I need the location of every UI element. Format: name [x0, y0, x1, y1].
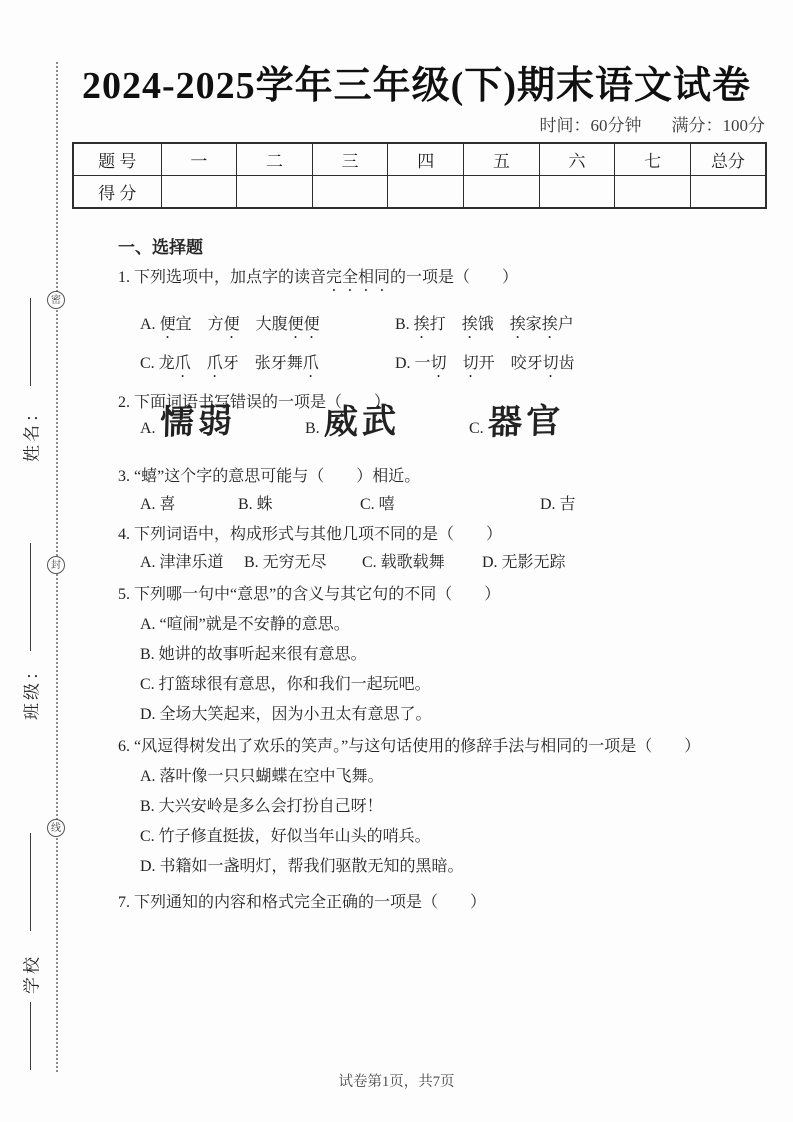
seal-char-feng: 封 [47, 556, 65, 574]
question-stem: 1. 下列选项中，加点字的读音完全相同的一项是（ ） [118, 269, 519, 286]
score-cell-empty [464, 176, 540, 209]
handwritten-word: 威武 [323, 402, 401, 443]
class-label: 班级： [22, 660, 42, 720]
school-blank-line [30, 833, 31, 931]
school-label: 学校 [22, 954, 42, 994]
handwritten-word: 器官 [487, 402, 565, 443]
question-2 [118, 393, 768, 461]
name-label: 姓名： [22, 402, 42, 462]
question-7 [118, 893, 768, 913]
row-header-question-no: 题 号 [73, 143, 161, 176]
score-cell-empty [539, 176, 615, 209]
option-d: D. 一切 切开 咬牙切齿 [395, 355, 575, 372]
class-blank-line [30, 543, 31, 651]
question-options [118, 767, 768, 877]
score-cell-empty [388, 176, 464, 209]
table-row-question-numbers [73, 143, 766, 176]
score-cell-empty [615, 176, 691, 209]
option-c: C. 嘻 [360, 496, 395, 513]
question-stem: 6. “风逗得树发出了欢乐的笑声。”与这句话使用的修辞手法与相同的一项是（ ） [118, 738, 701, 755]
question-1 [118, 268, 768, 381]
score-table [72, 142, 767, 209]
school-blank-line-2 [30, 1002, 31, 1070]
col-header: 二 [237, 143, 313, 176]
score-cell-empty [312, 176, 388, 209]
option-c: C. 龙爪 爪牙 张牙舞爪 [140, 355, 319, 372]
question-stem: 5. 下列哪一句中“意思”的含义与其它句的不同（ ） [118, 586, 501, 603]
option-d: D. 全场大笑起来，因为小丑太有意思了。 [140, 706, 432, 723]
seal-char-mi: 密 [47, 291, 65, 309]
table-row-scores [73, 176, 766, 209]
col-header: 五 [464, 143, 540, 176]
option-b: B. 无穷无尽 [244, 554, 327, 571]
col-header-total: 总分 [690, 143, 766, 176]
option-b: B. 她讲的故事听起来很有意思。 [140, 646, 367, 663]
option-b: B. 大兴安岭是多么会打扮自己呀！ [140, 798, 383, 815]
full-score: 满分：100分 [671, 116, 765, 135]
option-c: C. 载歌载舞 [362, 554, 445, 571]
question-stem: 3. “蟢”这个字的意思可能与（ ）相近。 [118, 468, 421, 485]
question-options [118, 615, 768, 725]
option-d: D. 书籍如一盏明灯，帮我们驱散无知的黑暗。 [140, 858, 464, 875]
option-c [469, 402, 565, 443]
question-options [118, 315, 768, 381]
question-stem: 4. 下列词语中，构成形式与其他几项不同的是（ ） [118, 526, 503, 543]
option-d: D. 无影无踪 [482, 554, 566, 571]
row-header-score: 得 分 [73, 176, 161, 209]
handwritten-word: 懦弱 [159, 402, 237, 443]
option-b: B. 挨打 挨饿 挨家挨户 [395, 316, 574, 333]
question-4 [118, 525, 768, 573]
option-a: A. 落叶像一只只蝴蝶在空中飞舞。 [140, 768, 384, 785]
section-heading: 一、选择题 [118, 238, 203, 257]
score-cell-empty [690, 176, 766, 209]
option-d: D. 吉 [540, 496, 576, 513]
col-header: 四 [388, 143, 464, 176]
question-stem: 2. 下面词语书写错误的一项是（ ） [118, 394, 391, 411]
question-3 [118, 467, 768, 515]
seal-char-xian: 线 [47, 819, 65, 837]
questions-section [118, 238, 768, 913]
option-label: A. [140, 420, 156, 437]
score-cell-empty [237, 176, 313, 209]
option-a: A. 津津乐道 [140, 554, 224, 571]
question-5 [118, 585, 768, 725]
question-options [118, 495, 768, 515]
option-a: A. 便宜 方便 大腹便便 [140, 316, 320, 333]
page-title: 2024-2025学年三年级(下)期末语文试卷 [82, 65, 751, 107]
page-footer: 试卷第1页，共7页 [338, 1074, 455, 1090]
col-header: 七 [615, 143, 691, 176]
score-cell-empty [161, 176, 237, 209]
option-a: A. “喧闹”就是不安静的意思。 [140, 616, 350, 633]
col-header: 三 [312, 143, 388, 176]
option-label: C. [469, 420, 484, 437]
name-blank-line [30, 298, 31, 386]
col-header: 六 [539, 143, 615, 176]
option-a: A. 喜 [140, 496, 176, 513]
question-6 [118, 737, 768, 877]
option-c: C. 竹子修直挺拔，好似当年山头的哨兵。 [140, 828, 431, 845]
option-c: C. 打篮球很有意思，你和我们一起玩吧。 [140, 676, 431, 693]
option-label: B. [305, 420, 320, 437]
question-stem: 7. 下列通知的内容和格式完全正确的一项是（ ） [118, 894, 487, 911]
question-options [118, 553, 768, 573]
option-a [140, 402, 305, 443]
option-b [305, 402, 469, 443]
exam-info [540, 111, 766, 136]
option-b: B. 蛛 [238, 496, 273, 513]
time-limit: 时间：60分钟 [539, 116, 642, 135]
col-header: 一 [161, 143, 237, 176]
